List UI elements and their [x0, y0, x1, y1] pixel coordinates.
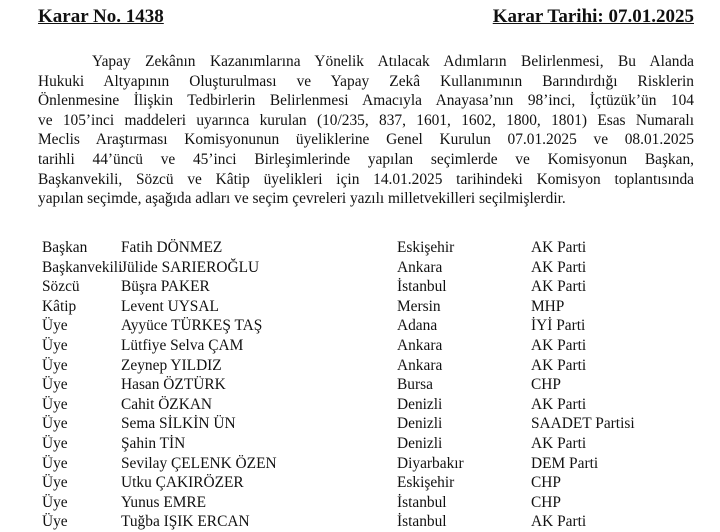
member-party: AK Parti [531, 278, 587, 296]
member-role: Başkanvekili [42, 258, 123, 276]
member-party: AK Parti [531, 513, 587, 531]
member-name: Lütfiye Selva ÇAM [121, 336, 244, 354]
member-city: Mersin [397, 297, 441, 315]
paragraph-line: tarihli 44’üncü ve 45’inci Birleşimlerinde yapılan seçimlerde ve Komisyonun Başkan, [38, 150, 694, 168]
member-party: AK Parti [531, 239, 587, 256]
member-city: İstanbul [397, 513, 447, 531]
member-city: Ankara [397, 336, 443, 354]
member-role: Üye [42, 317, 68, 335]
member-party: AK Parti [531, 395, 587, 413]
member-party: DEM Parti [531, 454, 599, 472]
member-role: Kâtip [42, 297, 77, 315]
member-role: Üye [42, 376, 68, 394]
member-party: AK Parti [531, 356, 587, 374]
member-name: Yunus EMRE [121, 493, 207, 511]
member-party: AK Parti [531, 336, 587, 354]
member-role: Üye [42, 336, 68, 354]
paragraph-line: Meclis Araştırması Komisyonunun üyeliklerine Genel Kurulun 07.01.2025 ve 08.01.2025 [38, 131, 694, 149]
decision-date: Karar Tarihi: 07.01.2025 [492, 6, 694, 27]
member-city: İstanbul [397, 493, 447, 511]
member-role: Üye [42, 415, 68, 433]
member-city: Ankara [397, 356, 443, 374]
member-city: Diyarbakır [397, 454, 464, 472]
paragraph-line: Yapay Zekânın Kazanımlarına Yönelik Atılacak Adımların Belirlenmesi, Bu Alanda [92, 53, 694, 70]
member-name: Ayyüce TÜRKEŞ TAŞ [121, 317, 263, 335]
member-name: Sevilay ÇELENK ÖZEN [121, 454, 277, 472]
member-city: Denizli [397, 434, 443, 452]
member-city: Eskişehir [397, 239, 455, 256]
member-city: Ankara [397, 258, 443, 276]
decision-paragraph [38, 52, 694, 209]
decision-number: Karar No. 1438 [38, 6, 164, 27]
member-role: Üye [42, 434, 68, 452]
member-role: Başkan [42, 239, 88, 256]
member-party: MHP [531, 297, 565, 315]
member-party: CHP [531, 493, 561, 511]
member-name: Levent UYSAL [121, 297, 219, 315]
member-name: Jülide SARIEROĞLU [121, 258, 260, 276]
member-party: İYİ Parti [531, 317, 586, 335]
member-city: Adana [397, 317, 438, 335]
member-party: CHP [531, 474, 561, 492]
member-party: AK Parti [531, 258, 587, 276]
paragraph-line: yapılan seçimde, aşağıda adları ve seçim çevreleri yazılı milletvekilleri seçilmişlerdir. [38, 190, 566, 208]
member-role: Üye [42, 474, 68, 492]
member-party: SAADET Partisi [531, 415, 635, 433]
member-name: Hasan ÖZTÜRK [121, 376, 226, 394]
member-name: Sema SİLKİN ÜN [121, 415, 236, 433]
member-name: Şahin TİN [121, 434, 186, 452]
member-role: Üye [42, 493, 68, 511]
paragraph-line: Başkanvekili, Sözcü ve Kâtip üyelikleri için 14.01.2025 tarihindeki Komisyon toplantısında [38, 170, 694, 188]
member-role: Üye [42, 454, 68, 472]
member-city: Denizli [397, 395, 443, 413]
member-name: Büşra PAKER [121, 278, 210, 296]
member-name: Tuğba IŞIK ERCAN [121, 513, 250, 531]
member-role: Üye [42, 395, 68, 413]
member-city: İstanbul [397, 278, 447, 296]
member-party: CHP [531, 376, 561, 394]
member-party: AK Parti [531, 434, 587, 452]
member-city: Bursa [397, 376, 433, 394]
member-role: Üye [42, 356, 68, 374]
paragraph-line: Önlenmesine İlişkin Tedbirlerin Belirlenmesi Amacıyla Anayasa’nın 98’inci, İçtüzük’ün 104 [38, 92, 694, 110]
member-role: Sözcü [42, 278, 80, 296]
member-name: Cahit ÖZKAN [121, 395, 213, 413]
member-role: Üye [42, 513, 68, 531]
member-name: Utku ÇAKIRÖZER [121, 474, 244, 492]
member-name: Fatih DÖNMEZ [121, 239, 223, 256]
paragraph-line: ve 105’inci maddeleri uyarınca kurulan (10/235, 837, 1601, 1602, 1800, 1801) Esas Numaralı [38, 111, 694, 129]
paragraph-line: Hukuki Altyapının Oluşturulması ve Yapay Zekâ Kullanımının Barındırdığı Risklerin [38, 72, 694, 90]
member-city: Eskişehir [397, 474, 455, 492]
member-city: Denizli [397, 415, 443, 433]
member-name: Zeynep YILDIZ [121, 356, 222, 374]
